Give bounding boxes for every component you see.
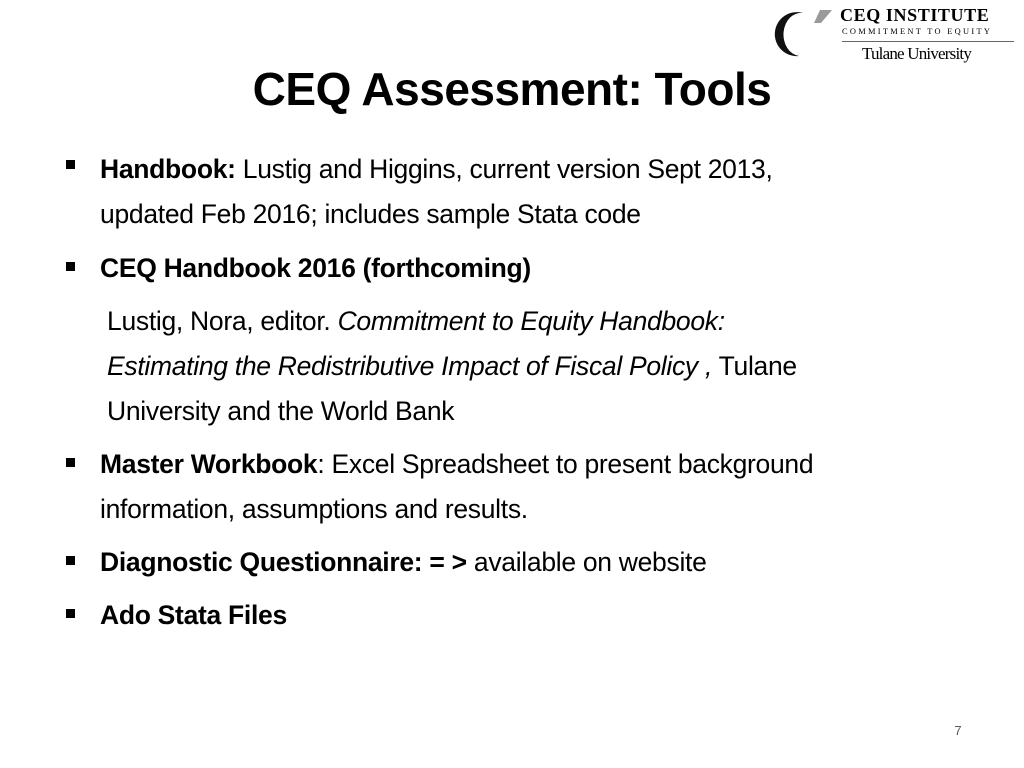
bullet-item-handbook-continued: updated Feb 2016; includes sample Stata code: [100, 199, 641, 229]
bullet-item-handbook-2016: [100, 252, 531, 284]
logo-institute-name: CEQ INSTITUTE: [840, 5, 990, 25]
bullet-icon: [66, 556, 75, 565]
citation-line-1: [107, 305, 725, 337]
item-text: : Excel Spreadsheet to present background: [317, 449, 814, 479]
bullet-icon: [66, 160, 75, 169]
page-number: 7: [954, 723, 962, 738]
bullet-item-master-workbook: [100, 448, 813, 480]
item-label: CEQ Handbook 2016 (forthcoming): [100, 253, 531, 283]
citation-title-part-2: Estimating the Redistributive Impact of Fiscal Policy ,: [107, 351, 713, 381]
item-label: Master Workbook: [100, 449, 318, 479]
citation-lead: Lustig, Nora, editor.: [107, 306, 338, 336]
bullet-icon: [66, 458, 75, 467]
item-text: available on website: [466, 547, 707, 577]
bullet-icon: [66, 609, 75, 618]
item-label: Diagnostic Questionnaire: = >: [100, 547, 467, 577]
bullet-icon: [66, 262, 75, 271]
logo-university: Tulane University: [862, 44, 972, 63]
bullet-item-diagnostic-questionnaire: [100, 546, 707, 578]
item-label: Handbook:: [100, 154, 236, 184]
citation-line-3: University and the World Bank: [107, 396, 455, 426]
item-label: Ado Stata Files: [100, 600, 287, 630]
citation-title-part-1: Commitment to Equity Handbook:: [337, 306, 725, 336]
citation-publisher: Tulane: [712, 351, 797, 381]
logo-tagline: COMMITMENT TO EQUITY: [842, 27, 993, 36]
bullet-item-handbook: [100, 153, 773, 185]
slide-title: CEQ Assessment: Tools: [252, 63, 772, 115]
bullet-item-master-workbook-continued: information, assumptions and results.: [100, 494, 528, 524]
bullet-item-ado-stata-files: [100, 599, 287, 631]
citation-line-2: [107, 350, 797, 382]
item-text: Lustig and Higgins, current version Sept 2013,: [235, 154, 773, 184]
